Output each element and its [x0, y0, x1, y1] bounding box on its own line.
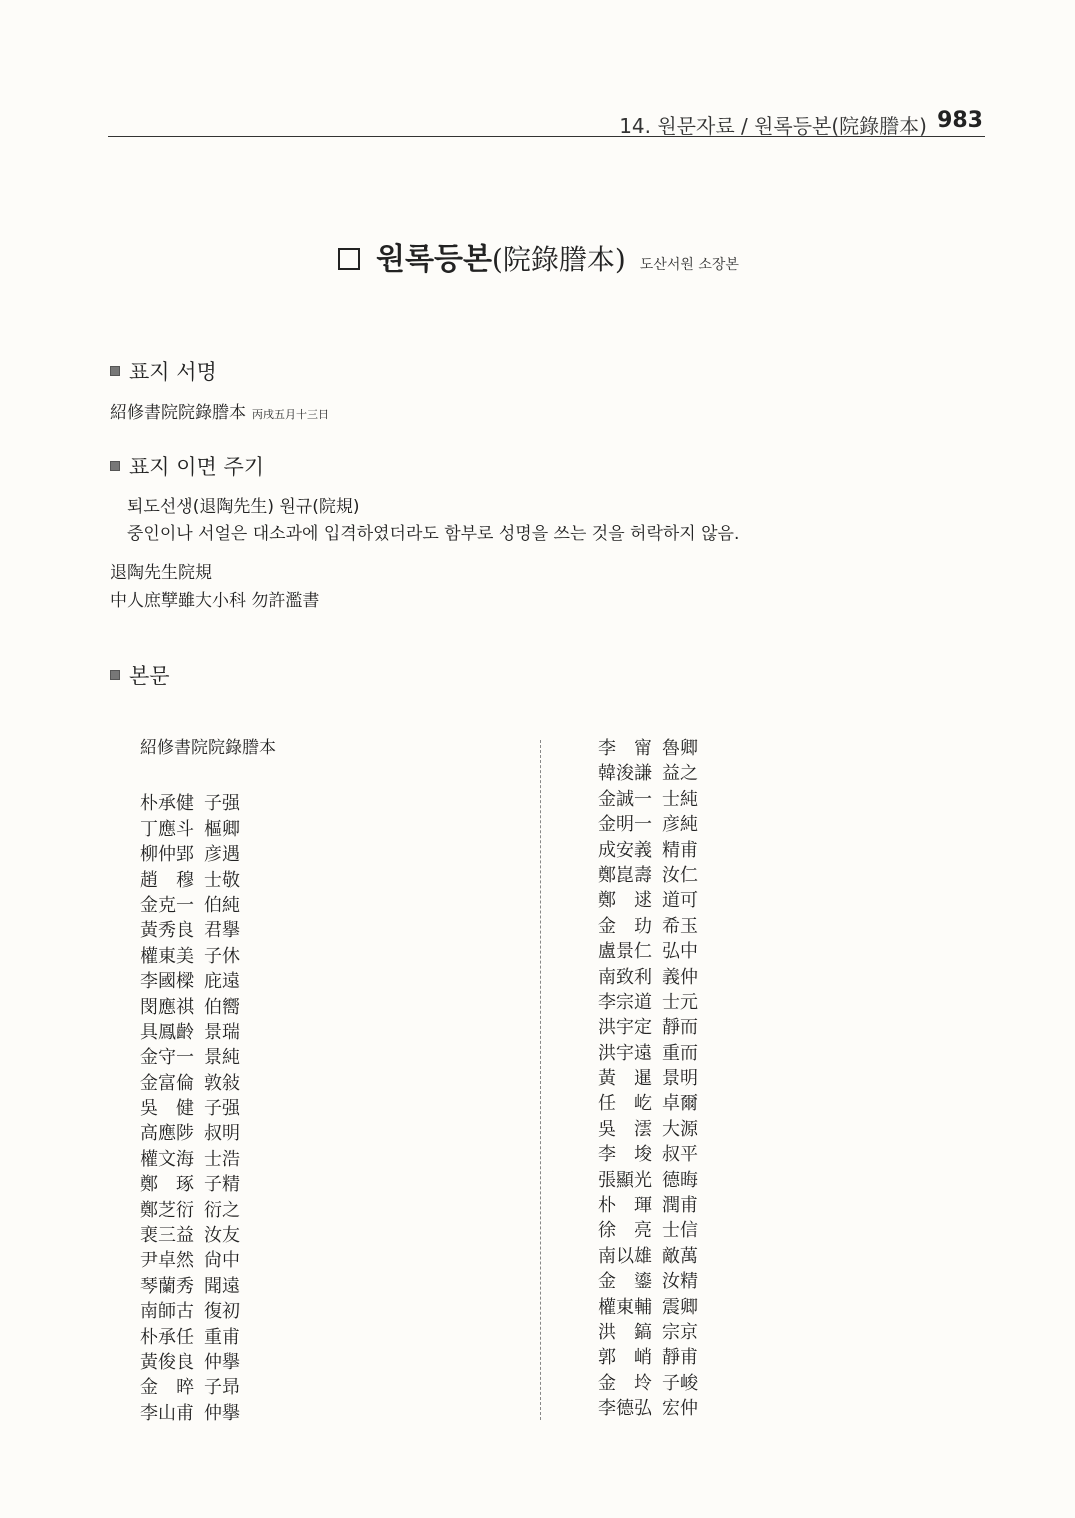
name-entry: [140, 1147, 276, 1172]
name-entry: [598, 914, 698, 939]
courtesy-name: 敵萬: [662, 1245, 698, 1267]
person-name: 郭 峭: [598, 1347, 652, 1369]
name-entry: [598, 812, 698, 837]
column-title: 紹修書院院錄謄本: [140, 738, 276, 758]
courtesy-name: 士元: [662, 991, 698, 1013]
courtesy-name: 伯嚮: [204, 996, 240, 1018]
name-entry: [140, 1248, 276, 1273]
name-entry: [598, 1142, 698, 1167]
name-entry: [598, 1091, 698, 1116]
name-entry: [598, 888, 698, 913]
name-entry: [140, 1401, 276, 1426]
person-name: 李山甫: [140, 1402, 194, 1424]
person-name: 李 埈: [598, 1144, 652, 1166]
courtesy-name: 魯卿: [662, 738, 698, 759]
courtesy-name: 庇遠: [204, 971, 240, 993]
courtesy-name: 景瑞: [204, 1021, 240, 1043]
courtesy-name: 靜甫: [662, 1347, 698, 1369]
courtesy-name: 樞卿: [204, 818, 240, 840]
name-entry: [598, 838, 698, 863]
courtesy-name: 尙中: [204, 1250, 240, 1272]
person-name: 黃秀良: [140, 920, 194, 942]
courtesy-name: 叔明: [204, 1123, 240, 1145]
translation-line-2: 중인이나 서얼은 대소과에 입격하였더라도 함부로 성명을 쓰는 것을 허락하지 않음.: [127, 524, 740, 544]
courtesy-name: 益之: [662, 763, 698, 785]
column-divider: [540, 740, 541, 1420]
name-entry: [140, 1121, 276, 1146]
person-name: 成安義: [598, 839, 652, 861]
person-name: 洪宇定: [598, 1017, 652, 1039]
page-number: 983: [937, 108, 983, 133]
square-bullet-icon: [338, 248, 360, 270]
courtesy-name: 士浩: [204, 1148, 240, 1170]
person-name: 吳 健: [140, 1098, 194, 1120]
name-entry: [140, 944, 276, 969]
person-name: 鄭芝衍: [140, 1199, 194, 1221]
square-bullet-icon: [110, 366, 120, 376]
right-name-column: [598, 736, 698, 1422]
name-entry: [140, 1045, 276, 1070]
name-entry: [140, 1350, 276, 1375]
courtesy-name: 叔平: [662, 1144, 698, 1166]
person-name: 具鳳齡: [140, 1021, 194, 1043]
courtesy-name: 士純: [662, 788, 698, 810]
courtesy-name: 仲擧: [204, 1351, 240, 1373]
person-name: 金 坽: [598, 1372, 652, 1394]
name-entry: [598, 990, 698, 1015]
section-heading-body: [110, 660, 170, 690]
person-name: 鄭 琢: [140, 1174, 194, 1196]
left-name-column: [140, 736, 276, 1426]
cover-title-line: [110, 398, 329, 423]
name-entry: [598, 863, 698, 888]
person-name: 徐 亮: [598, 1220, 652, 1242]
person-name: 黃 暹: [598, 1068, 652, 1090]
person-name: 鄭 逑: [598, 890, 652, 912]
name-entry: [598, 1193, 698, 1218]
name-entry: [598, 1345, 698, 1370]
person-name: 權東美: [140, 945, 194, 967]
person-name: 盧景仁: [598, 941, 652, 963]
section-heading-cover-title: [110, 356, 217, 386]
person-name: 鄭崑壽: [598, 864, 652, 886]
courtesy-name: 德晦: [662, 1169, 698, 1191]
person-name: 金 玏: [598, 915, 652, 937]
person-name: 李德弘: [598, 1398, 652, 1420]
courtesy-name: 子强: [204, 1098, 240, 1120]
courtesy-name: 子精: [204, 1174, 240, 1196]
person-name: 張顯光: [598, 1169, 652, 1191]
courtesy-name: 子峻: [662, 1372, 698, 1394]
name-entry: [140, 1274, 276, 1299]
person-name: 李 甯: [598, 738, 652, 759]
original-line-1: 退陶先生院規: [110, 563, 212, 583]
person-name: 韓浚謙: [598, 763, 652, 785]
courtesy-name: 希玉: [662, 915, 698, 937]
left-name-list: [140, 791, 276, 1426]
section-heading-cover-back: [110, 451, 264, 481]
courtesy-name: 汝友: [204, 1225, 240, 1247]
courtesy-name: 宗京: [662, 1321, 698, 1343]
courtesy-name: 義仲: [662, 966, 698, 988]
person-name: 李國樑: [140, 971, 194, 993]
name-entry: [598, 736, 698, 761]
section-heading-text: 표지 서명: [129, 360, 217, 384]
name-entry: [140, 1172, 276, 1197]
person-name: 尹卓然: [140, 1250, 194, 1272]
courtesy-name: 景明: [662, 1068, 698, 1090]
name-entry: [140, 868, 276, 893]
person-name: 金富倫: [140, 1072, 194, 1094]
courtesy-name: 君擧: [204, 920, 240, 942]
name-entry: [140, 1299, 276, 1324]
person-name: 金明一: [598, 814, 652, 836]
person-name: 琴蘭秀: [140, 1275, 194, 1297]
person-name: 黃俊良: [140, 1351, 194, 1373]
person-name: 金克一: [140, 894, 194, 916]
person-name: 南師古: [140, 1301, 194, 1323]
name-entry: [140, 918, 276, 943]
courtesy-name: 子强: [204, 793, 240, 815]
person-name: 權文海: [140, 1148, 194, 1170]
person-name: 金 鎏: [598, 1271, 652, 1293]
person-name: 金誠一: [598, 788, 652, 810]
cover-title-date: 丙戌五月十三日: [252, 408, 329, 421]
person-name: 朴承任: [140, 1326, 194, 1348]
name-entry: [140, 842, 276, 867]
person-name: 朴 琿: [598, 1195, 652, 1217]
person-name: 任 屹: [598, 1093, 652, 1115]
name-entry: [598, 965, 698, 990]
person-name: 閔應祺: [140, 996, 194, 1018]
name-entry: [140, 1198, 276, 1223]
person-name: 丁應斗: [140, 818, 194, 840]
name-entry: [140, 817, 276, 842]
running-title: 14. 원문자료 / 원록등본(院錄謄本): [619, 114, 927, 138]
courtesy-name: 重甫: [204, 1326, 240, 1348]
person-name: 洪 鎬: [598, 1321, 652, 1343]
courtesy-name: 衍之: [204, 1199, 240, 1221]
name-entry: [598, 1269, 698, 1294]
courtesy-name: 汝精: [662, 1271, 698, 1293]
courtesy-name: 道可: [662, 890, 698, 912]
courtesy-name: 精甫: [662, 839, 698, 861]
name-entry: [598, 787, 698, 812]
courtesy-name: 仲擧: [204, 1402, 240, 1424]
person-name: 金守一: [140, 1047, 194, 1069]
courtesy-name: 復初: [204, 1301, 240, 1323]
name-entry: [140, 1223, 276, 1248]
name-entry: [598, 1371, 698, 1396]
original-line-2: 中人庶孼雖大小科 勿許濫書: [110, 591, 320, 611]
running-header: [108, 108, 985, 137]
section-heading-text: 본문: [129, 664, 170, 688]
name-entry: [598, 761, 698, 786]
document-title: [338, 234, 739, 278]
courtesy-name: 子昻: [204, 1377, 240, 1399]
square-bullet-icon: [110, 670, 120, 680]
name-entry: [140, 1375, 276, 1400]
person-name: 南致利: [598, 966, 652, 988]
name-entry: [140, 1020, 276, 1045]
courtesy-name: 靜而: [662, 1017, 698, 1039]
name-entry: [140, 1096, 276, 1121]
person-name: 權東輔: [598, 1296, 652, 1318]
person-name: 裵三益: [140, 1225, 194, 1247]
courtesy-name: 敦敍: [204, 1072, 240, 1094]
courtesy-name: 士敬: [204, 869, 240, 891]
courtesy-name: 潤甫: [662, 1195, 698, 1217]
courtesy-name: 士信: [662, 1220, 698, 1242]
square-bullet-icon: [110, 461, 120, 471]
name-entry: [598, 1041, 698, 1066]
courtesy-name: 聞遠: [204, 1275, 240, 1297]
title-source: 도산서원 소장본: [639, 257, 739, 273]
courtesy-name: 重而: [662, 1042, 698, 1064]
name-entry: [140, 893, 276, 918]
name-entry: [598, 1218, 698, 1243]
right-name-list: [598, 736, 698, 1422]
person-name: 朴承健: [140, 793, 194, 815]
courtesy-name: 子休: [204, 945, 240, 967]
name-entry: [140, 791, 276, 816]
name-entry: [598, 1117, 698, 1142]
courtesy-name: 伯純: [204, 894, 240, 916]
person-name: 洪宇遠: [598, 1042, 652, 1064]
title-hanja: (院錄謄本): [491, 243, 626, 276]
courtesy-name: 宏仲: [662, 1398, 698, 1420]
person-name: 南以雄: [598, 1245, 652, 1267]
name-entry: [598, 939, 698, 964]
courtesy-name: 卓爾: [662, 1093, 698, 1115]
courtesy-name: 大源: [662, 1118, 698, 1140]
person-name: 高應陟: [140, 1123, 194, 1145]
name-entry: [140, 1325, 276, 1350]
courtesy-name: 震卿: [662, 1296, 698, 1318]
person-name: 柳仲郢: [140, 844, 194, 866]
cover-title-text: 紹修書院院錄謄本: [110, 403, 246, 423]
name-entry: [598, 1244, 698, 1269]
name-entry: [140, 969, 276, 994]
person-name: 金 晬: [140, 1377, 194, 1399]
name-entry: [140, 995, 276, 1020]
translation-line-1: 퇴도선생(退陶先生) 원규(院規): [127, 497, 360, 517]
courtesy-name: 彦遇: [204, 844, 240, 866]
name-entry: [598, 1168, 698, 1193]
name-entry: [598, 1295, 698, 1320]
person-name: 李宗道: [598, 991, 652, 1013]
name-entry: [598, 1396, 698, 1421]
person-name: 趙 穆: [140, 869, 194, 891]
courtesy-name: 弘中: [662, 941, 698, 963]
courtesy-name: 汝仁: [662, 864, 698, 886]
courtesy-name: 彦純: [662, 814, 698, 836]
section-heading-text: 표지 이면 주기: [129, 455, 265, 479]
name-entry: [598, 1320, 698, 1345]
courtesy-name: 景純: [204, 1047, 240, 1069]
name-entry: [140, 1071, 276, 1096]
title-main: 원록등본: [376, 242, 492, 277]
name-entry: [598, 1066, 698, 1091]
person-name: 吳 澐: [598, 1118, 652, 1140]
name-entry: [598, 1015, 698, 1040]
